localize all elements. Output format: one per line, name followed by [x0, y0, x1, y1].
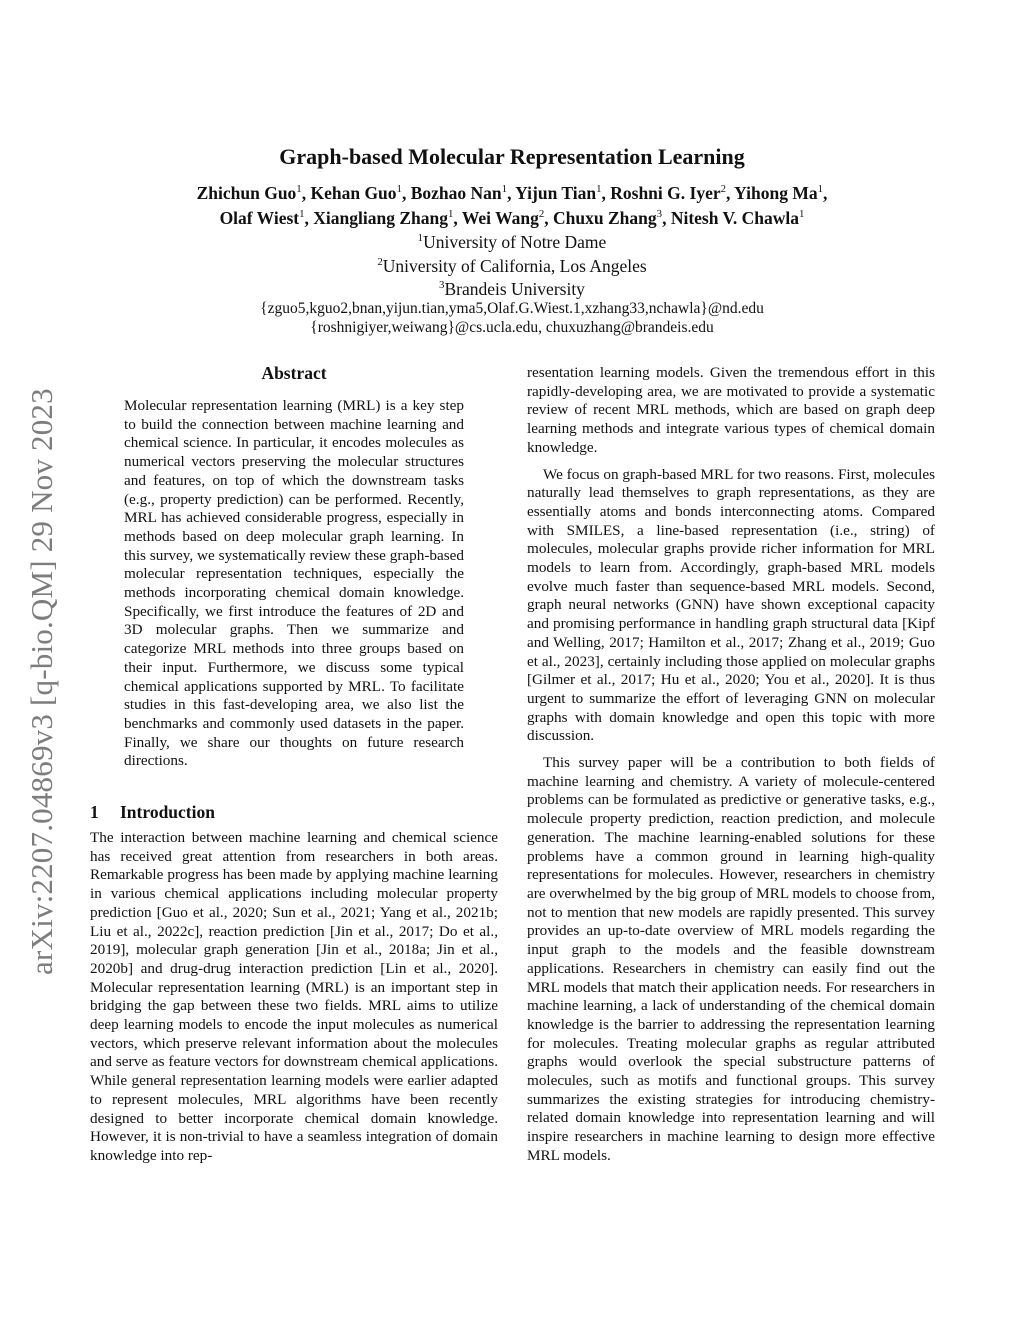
introduction-text-right [527, 364, 935, 1166]
author: Xiangliang Zhang$^1$ [313, 208, 454, 228]
abstract-heading: Abstract [261, 363, 327, 383]
paragraph: We focus on graph-based MRL for two reasons. First, molecules naturally lead themselves to graph representations, as they are essentially atoms and bonds interconnecting atoms. Compared with SMILES, a line-based representation (i.e., string) of molecules, molecular graphs provide richer information for MRL models to learn from. Accordingly, graph-based MRL models evolve much faster than sequence-based MRL models. Second, graph neural networks (GNN) have shown exceptional capacity and promising performance in handling graph structural data [Kipf and Welling, 2017; Hamilton et al., 2017; Zhang et al., 2019; Guo et al., 2023], certainly including those applied on molecular graphs [Gilmer et al., 2017; Hu et al., 2020; You et al., 2020]. It is thus urgent to summarize the effort of leveraging GNN on molecular graphs with domain knowledge and open this topic with more discussion. [527, 465, 935, 745]
author: Zhichun Guo$^1$ [196, 183, 302, 203]
author-list-line-1: Zhichun Guo$^1$, Kehan Guo$^1$, Bozhao Nan$^1$, Yijun Tian$^1$, Roshni G. Iyer$^2$, Yihong Ma$^1$, [196, 183, 828, 203]
author: Yijun Tian$^1$ [515, 183, 602, 203]
affiliation: $^3$Brandeis University [439, 279, 585, 299]
author: Kehan Guo$^1$ [310, 183, 402, 203]
author: Wei Wang$^2$ [461, 208, 545, 228]
arxiv-identifier[interactable]: arXiv:2207.04869v3 [q-bio.QM] 29 Nov 2023 [24, 388, 59, 975]
section-title: Introduction [120, 802, 215, 822]
author-list-line-2: Olaf Wiest$^1$, Xiangliang Zhang$^1$, Wei Wang$^2$, Chuxu Zhang$^3$, Nitesh V. Chawla$^1$ [219, 208, 805, 228]
paragraph: This survey paper will be a contribution to both fields of machine learning and chemistry. A variety of molecule-centered problems can be formulated as predictive or generative tasks, e.g., molecule property prediction, reaction prediction, and molecule generation. The machine learning-enabled solutions for these problems have a common ground in learning high-quality representations for molecules. However, researchers in chemistry are overwhelmed by the big group of MRL models to choose from, not to mention that new models are rapidly presented. This survey provides an up-to-date overview of MRL models regarding the input graph to the models and the feasible downstream applications. Researchers in chemistry can easily find out the MRL models that match their application needs. For researchers in machine learning, a lack of understanding of the chemical domain knowledge is the barrier to addressing the representation learning for molecules. Treating molecular graphs as regular attributed graphs would overlook the special substructure patterns of molecules, such as motifs and functional groups. This survey summarizes the existing strategies for introducing chemistry-related domain knowledge into representation learning and will inspire researchers in machine learning to design more effective MRL models. [527, 754, 935, 1164]
author: Olaf Wiest$^1$ [219, 208, 305, 228]
author: Nitesh V. Chawla$^1$ [670, 208, 805, 228]
author-emails[interactable]: {zguo5,kguo2,bnan,yijun.tian,yma5,Olaf.G.Wiest.1,xzhang33,nchawla}@nd.edu [260, 300, 764, 317]
author: Yihong Ma$^1$ [734, 183, 824, 203]
paragraph: resentation learning models. Given the tremendous effort in this rapidly-developing area, we are motivated to provide a systematic review of recent MRL methods, which are based on graph deep learning methods and integrate various types of chemical domain knowledge. [527, 364, 935, 456]
section-number: 1 [90, 802, 99, 822]
author: Bozhao Nan$^1$ [410, 183, 508, 203]
section-heading [90, 802, 215, 823]
affiliation: $^1$University of Notre Dame [417, 232, 607, 252]
affiliation: $^2$University of California, Los Angeles [377, 256, 647, 276]
introduction-text-left: The interaction between machine learning and chemical science has received great attention from researchers in both areas. Remarkable progress has been made by applying machine learning in various chemical applications including molecular property prediction [Guo et al., 2020; Sun et al., 2021; Yang et al., 2021b; Liu et al., 2022c], reaction prediction [Jin et al., 2017; Do et al., 2019], molecular graph generation [Jin et al., 2018a; Jin et al., 2020b] and drug-drug interaction prediction [Lin et al., 2020]. Molecular representation learning (MRL) is an important step in bridging the gap between these two fields. MRL aims to utilize deep learning models to encode the input molecules as numerical vectors, which preserve relevant information about the molecules and serve as feature vectors for downstream chemical applications. While general representation learning models were earlier adapted to represent molecules, MRL algorithms have been recently designed to better incorporate chemical domain knowledge. However, it is non-trivial to have a seamless integration of domain knowledge into rep- [90, 829, 498, 1164]
abstract-text: Molecular representation learning (MRL) is a key step to build the connection between machine learning and chemical science. In particular, it encodes molecules as numerical vectors preserving the molecular structures and features, on top of which the downstream tasks (e.g., property prediction) can be performed. Recently, MRL has achieved considerable progress, especially in methods based on deep molecular graph learning. In this survey, we systematically review these graph-based molecular representation techniques, especially the methods incorporating chemical domain knowledge. Specifically, we first introduce the features of 2D and 3D molecular graphs. Then we summarize and categorize MRL methods into three groups based on their input. Furthermore, we discuss some typical chemical applications supported by MRL. To facilitate studies in this fast-developing area, we also list the benchmarks and commonly used datasets in the paper. Finally, we share our thoughts on future research directions. [124, 397, 464, 770]
author: Chuxu Zhang$^3$ [553, 208, 663, 228]
author-emails[interactable]: {roshnigiyer,weiwang}@cs.ucla.edu, chuxuzhang@brandeis.edu [310, 319, 714, 336]
paper-title: Graph-based Molecular Representation Learning [279, 144, 745, 169]
author: Roshni G. Iyer$^2$ [610, 183, 727, 203]
